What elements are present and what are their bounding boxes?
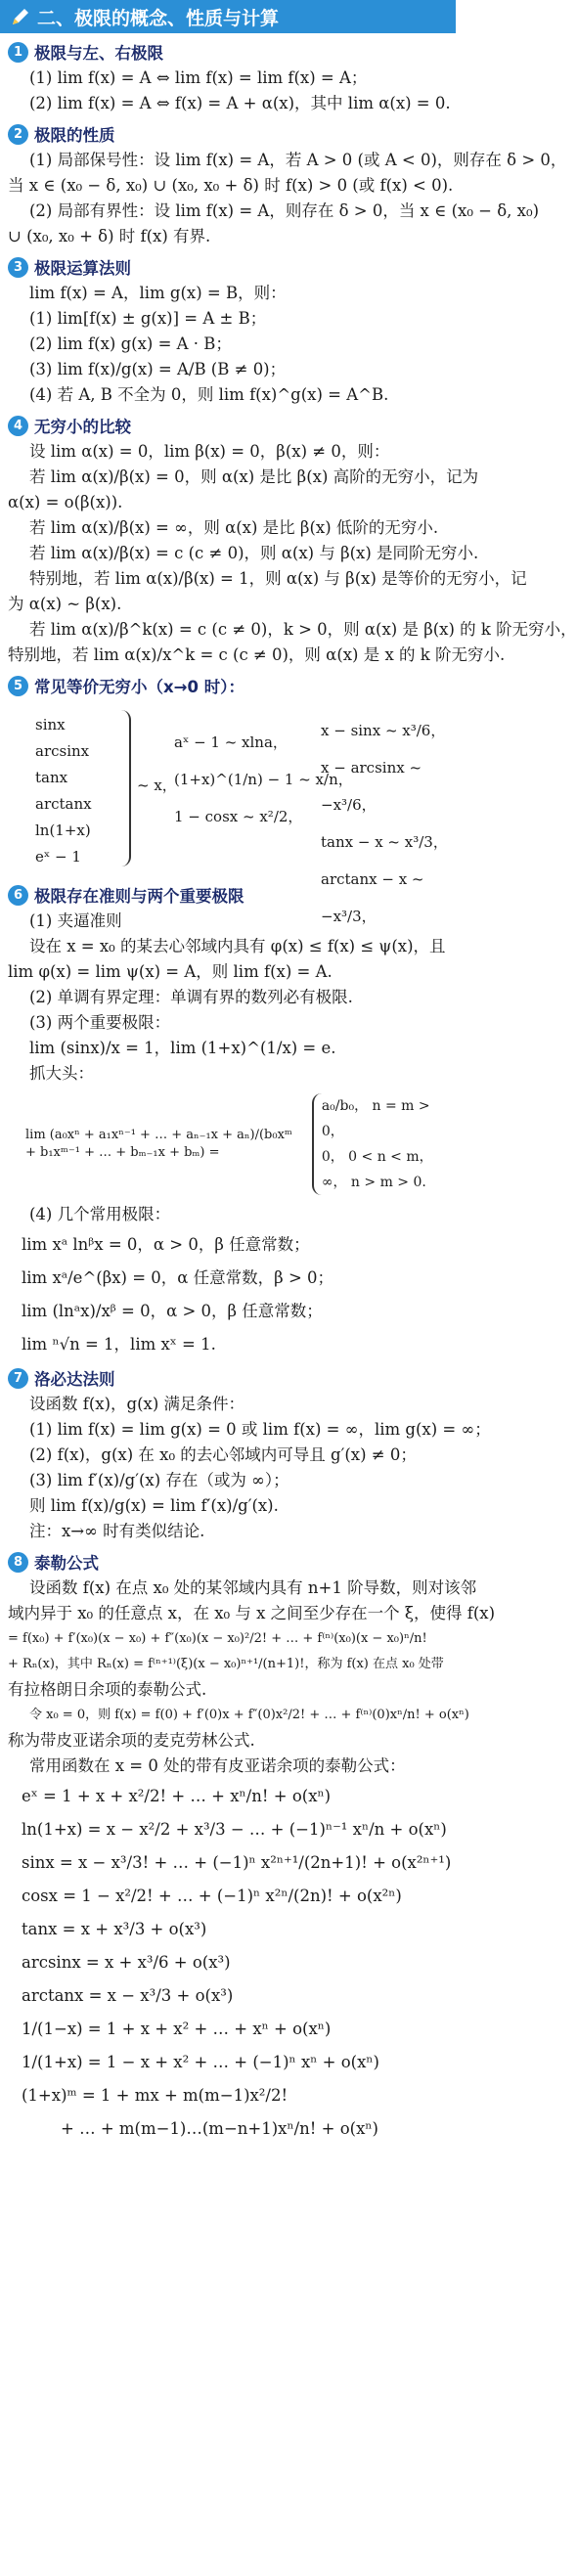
leading-term-limit: [25, 1093, 450, 1195]
s4-line-3: α(x) = o(β(x)).: [8, 493, 123, 511]
section-number-6: 6: [8, 885, 28, 906]
leading-term-expression: lim (a₀xⁿ + a₁xⁿ⁻¹ + … + aₙ₋₁x + aₙ)/(b₀xᵐ + b₁xᵐ⁻¹ + … + bₘ₋₁x + bₘ) =: [25, 1128, 292, 1160]
pencil-icon: [10, 6, 31, 27]
s2-line-2: 当 x ∈ (x₀ − δ, x₀) ∪ (x₀, x₀ + δ) 时 f(x) > 0 (或 f(x) < 0).: [8, 176, 454, 195]
s4-line-6: 特别地，若 lim α(x)/β(x) = 1，则 α(x) 与 β(x) 是等价的无穷小，记: [29, 569, 527, 588]
s3-line-3: (2) lim f(x) g(x) = A · B；: [29, 334, 232, 353]
s6-line-6: lim (sinx)/x = 1，lim (1+x)^(1/x) = e.: [29, 1039, 336, 1057]
s6-line-2: 设在 x = x₀ 的某去心邻域内具有 φ(x) ≤ f(x) ≤ ψ(x)，且: [29, 937, 446, 955]
taylor-ln: ln(1+x) = x − x²/2 + x³/3 − … + (−1)ⁿ⁻¹ xⁿ/n + o(xⁿ): [22, 1820, 447, 1839]
section-7-title: 洛必达法则: [34, 1370, 115, 1389]
s8-line-5: 有拉格朗日余项的泰勒公式.: [8, 1680, 207, 1699]
s4-line-1: 设 lim α(x) = 0，lim β(x) = 0，β(x) ≠ 0，则：: [29, 442, 390, 461]
section-7-heading: [8, 1365, 450, 1391]
s6-line-9: (4) 几个常用极限：: [29, 1205, 171, 1223]
common-limit-1: lim xᵃ lnᵝx = 0，α > 0，β 任意常数；: [22, 1235, 310, 1254]
equivalent-item: aˣ − 1 ~ xlna，: [174, 733, 288, 751]
section-6-title: 极限存在准则与两个重要极限: [34, 887, 244, 906]
section-number-1: 1: [8, 42, 28, 63]
case-item: 0， 0 < n < m，: [321, 1149, 433, 1165]
s8-line-8: 常用函数在 x = 0 处的带有皮亚诺余项的泰勒公式：: [29, 1756, 406, 1775]
section-number-8: 8: [8, 1552, 28, 1573]
equivalent-item: tanx − x ~ x³/3，: [321, 833, 448, 851]
case-item: a₀/b₀， n = m > 0，: [321, 1098, 430, 1139]
equivalent-item: ln(1+x): [35, 822, 91, 839]
equivalent-item: (1+x)^(1/n) − 1 ~ x/n，: [174, 771, 353, 788]
taylor-cos: cosx = 1 − x²/2! + … + (−1)ⁿ x²ⁿ/(2n)! + o(x²ⁿ): [22, 1887, 402, 1905]
s4-line-5: 若 lim α(x)/β(x) = c (c ≠ 0)，则 α(x) 与 β(x) 是同阶无穷小.: [29, 544, 479, 562]
equivalent-item: arctanx: [35, 795, 92, 813]
s4-line-8: 若 lim α(x)/β^k(x) = c (c ≠ 0)，k > 0，则 α(x) 是 β(x) 的 k 阶无穷小，: [29, 620, 577, 639]
section-number-2: 2: [8, 124, 28, 145]
s6-line-1: (1) 夹逼准则: [29, 911, 122, 930]
taylor-binomial-cont: + … + m(m−1)…(m−n+1)xⁿ/n! + o(xⁿ): [61, 2119, 378, 2138]
s7-line-3: (2) f(x)，g(x) 在 x₀ 的去心邻域内可导且 g′(x) ≠ 0；: [29, 1445, 417, 1464]
s7-line-4: (3) lim f′(x)/g′(x) 存在（或为 ∞）；: [29, 1471, 289, 1489]
leading-term-cases: [312, 1093, 450, 1195]
s6-line-7: 抓大头：: [29, 1064, 94, 1083]
equivalent-item: x − sinx ~ x³/6，: [321, 722, 446, 739]
taylor-arctan: arctanx = x − x³/3 + o(x³): [22, 1986, 234, 2005]
taylor-exp: eˣ = 1 + x + x²/2! + … + xⁿ/n! + o(xⁿ): [22, 1787, 332, 1805]
section-1-heading: [8, 39, 450, 65]
equivalent-item: 1 − cosx ~ x²/2，: [174, 808, 303, 825]
taylor-tan: tanx = x + x³/3 + o(x³): [22, 1920, 207, 1938]
s8-line-2: 域内异于 x₀ 的任意点 x，在 x₀ 与 x 之间至少存在一个 ξ，使得 f(x): [8, 1604, 496, 1622]
equivalent-item: arctanx − x ~ −x³/3，: [321, 870, 424, 925]
s8-line-4: + Rₙ(x)，其中 Rₙ(x) = f⁽ⁿ⁺¹⁾(ξ)(x − x₀)ⁿ⁺¹/(n+1)!，称为 f(x) 在点 x₀ 处带: [8, 1657, 444, 1671]
common-limit-2: lim xᵃ/e^(βx) = 0，α 任意常数，β > 0；: [22, 1268, 334, 1287]
s1-line-2: (2) lim f(x) = A ⇔ f(x) = A + α(x)，其中 lim α(x) = 0.: [29, 94, 451, 112]
equivalent-item: arcsinx: [35, 742, 90, 760]
section-number-5: 5: [8, 676, 28, 696]
taylor-geometric-minus: 1/(1−x) = 1 + x + x² + … + xⁿ + o(xⁿ): [22, 2020, 332, 2038]
s8-line-6: 令 x₀ = 0，则 f(x) = f(0) + f′(0)x + f″(0)x²/2! + … + f⁽ⁿ⁾(0)xⁿ/n! + o(xⁿ): [29, 1708, 469, 1722]
section-5-heading: [8, 673, 450, 698]
s7-line-6: 注：x→∞ 时有类似结论.: [29, 1522, 205, 1540]
section-3-heading: [8, 254, 450, 280]
s3-line-4: (3) lim f(x)/g(x) = A/B (B ≠ 0)；: [29, 360, 287, 378]
equivalent-list-right: [321, 712, 450, 935]
section-number-4: 4: [8, 416, 28, 436]
s8-line-7: 称为带皮亚诺余项的麦克劳林公式.: [8, 1731, 255, 1750]
s7-line-5: 则 lim f(x)/g(x) = lim f′(x)/g′(x).: [29, 1496, 279, 1515]
taylor-arcsin: arcsinx = x + x³/6 + o(x³): [22, 1953, 231, 1972]
s7-line-1: 设函数 f(x)，g(x) 满足条件：: [29, 1395, 245, 1413]
s2-line-3: (2) 局部有界性：设 lim f(x) = A，则存在 δ > 0，当 x ∈ (x₀ − δ, x₀): [29, 201, 540, 220]
taylor-binomial: (1+x)ᵐ = 1 + mx + m(m−1)x²/2!: [22, 2086, 288, 2105]
section-header: [0, 0, 456, 33]
case-item: ∞， n > m > 0.: [321, 1175, 426, 1190]
equivalent-to-x: ~ x，: [137, 777, 177, 794]
section-3-title: 极限运算法则: [34, 259, 131, 278]
equivalent-item: sinx: [35, 716, 66, 733]
common-limit-4: lim ⁿ√n = 1，lim xˣ = 1.: [22, 1335, 216, 1354]
section-number-7: 7: [8, 1368, 28, 1389]
equivalent-item: eˣ − 1: [35, 848, 81, 866]
s6-line-3: lim φ(x) = lim ψ(x) = A，则 lim f(x) = A.: [8, 962, 333, 981]
s4-line-7: 为 α(x) ~ β(x).: [8, 595, 122, 613]
section-2-heading: [8, 121, 450, 147]
s4-line-2: 若 lim α(x)/β(x) = 0，则 α(x) 是比 β(x) 高阶的无穷小，记为: [29, 467, 479, 486]
s4-line-4: 若 lim α(x)/β(x) = ∞，则 α(x) 是比 β(x) 低阶的无穷小.: [29, 518, 439, 537]
section-8-title: 泰勒公式: [34, 1554, 99, 1573]
equivalent-item: x − arcsinx ~ −x³/6，: [321, 759, 422, 814]
section-8-heading: [8, 1549, 450, 1575]
taylor-sin: sinx = x − x³/3! + … + (−1)ⁿ x²ⁿ⁺¹/(2n+1)! + o(x²ⁿ⁺¹): [22, 1853, 452, 1872]
section-5-title: 常见等价无穷小（x→0 时）：: [34, 678, 244, 696]
section-1-title: 极限与左、右极限: [34, 44, 163, 63]
s8-line-3: = f(x₀) + f′(x₀)(x − x₀) + f″(x₀)(x − x₀)²/2! + … + f⁽ⁿ⁾(x₀)(x − x₀)ⁿ/n!: [8, 1631, 427, 1646]
equivalent-list-left: [35, 712, 92, 870]
s3-line-2: (1) lim[f(x) ± g(x)] = A ± B；: [29, 309, 267, 328]
right-brace: [121, 710, 131, 866]
section-number-3: 3: [8, 257, 28, 278]
s8-line-1: 设函数 f(x) 在点 x₀ 处的某邻域内具有 n+1 阶导数，则对该邻: [29, 1578, 477, 1597]
equivalent-item: tanx: [35, 769, 68, 786]
s3-line-1: lim f(x) = A，lim g(x) = B，则：: [29, 284, 287, 302]
s3-line-5: (4) 若 A, B 不全为 0，则 lim f(x)^g(x) = A^B.: [29, 385, 389, 404]
section-4-heading: [8, 413, 450, 438]
s1-line-1: (1) lim f(x) = A ⇔ lim f(x) = lim f(x) = A；: [29, 68, 368, 87]
s2-line-1: (1) 局部保号性：设 lim f(x) = A，若 A > 0 (或 A < 0)，则存在 δ > 0，: [29, 151, 567, 169]
s6-line-4: (2) 单调有界定理：单调有界的数列必有极限.: [29, 988, 353, 1006]
header-title: 二、极限的概念、性质与计算: [37, 7, 280, 29]
section-2-title: 极限的性质: [34, 126, 115, 145]
section-4-title: 无穷小的比较: [34, 418, 131, 436]
s6-line-5: (3) 两个重要极限：: [29, 1013, 171, 1032]
taylor-geometric-plus: 1/(1+x) = 1 − x + x² + … + (−1)ⁿ xⁿ + o(xⁿ): [22, 2053, 379, 2071]
s2-line-4: ∪ (x₀, x₀ + δ) 时 f(x) 有界.: [8, 227, 211, 245]
common-limit-3: lim (lnᵃx)/xᵝ = 0，α > 0，β 任意常数；: [22, 1302, 323, 1320]
s4-line-9: 特别地，若 lim α(x)/x^k = c (c ≠ 0)，则 α(x) 是 x 的 k 阶无穷小.: [8, 645, 506, 664]
s7-line-2: (1) lim f(x) = lim g(x) = 0 或 lim f(x) = ∞，lim g(x) = ∞；: [29, 1420, 491, 1439]
